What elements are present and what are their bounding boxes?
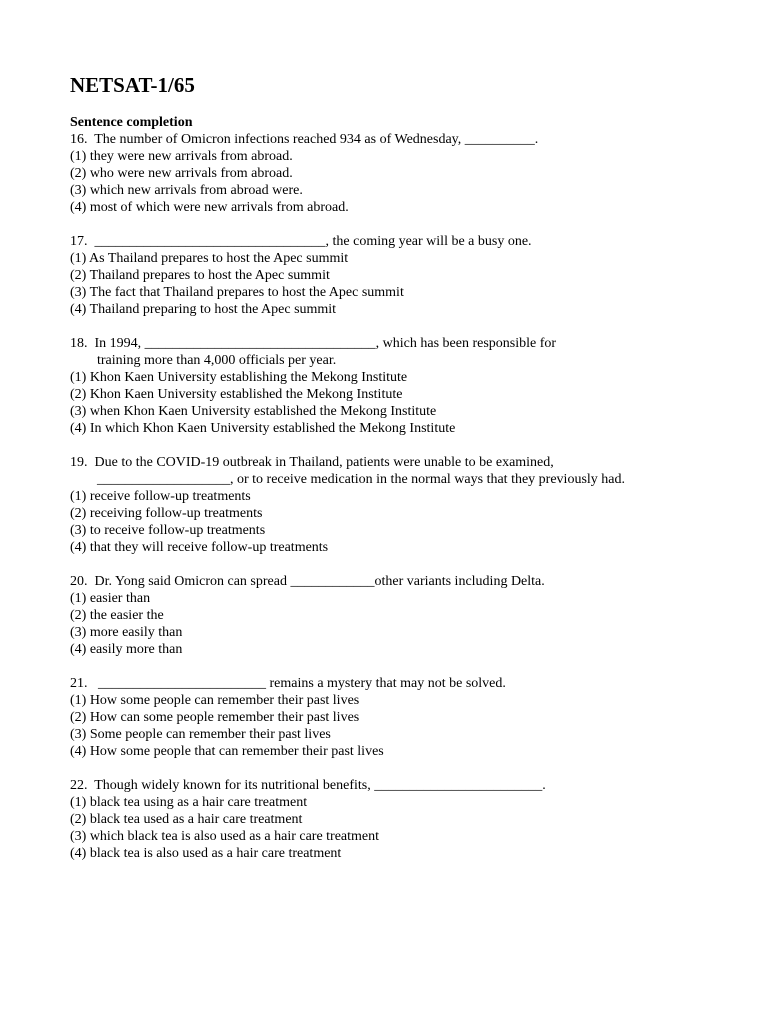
question-17 <box>70 233 730 318</box>
question-18 <box>70 335 730 437</box>
answer-option-2: (2) who were new arrivals from abroad. <box>70 166 293 181</box>
question-stem: 19. Due to the COVID-19 outbreak in Thailand, patients were unable to be examined, <box>70 455 554 470</box>
answer-option-1: (1) easier than <box>70 591 151 606</box>
answer-option-4: (4) How some people that can remember their past lives <box>70 744 384 759</box>
question-stem: 17. _________________________________, the coming year will be a busy one. <box>70 234 532 249</box>
question-stem: 21. ________________________ remains a mystery that may not be solved. <box>70 676 506 691</box>
answer-option-3: (3) Some people can remember their past lives <box>70 727 331 742</box>
question-stem: 22. Though widely known for its nutritional benefits, ________________________. <box>70 778 546 793</box>
answer-option-1: (1) black tea using as a hair care treatment <box>70 795 308 810</box>
question-22 <box>70 777 730 862</box>
question-stem: 16. The number of Omicron infections reached 934 as of Wednesday, __________. <box>70 132 539 147</box>
answer-option-4: (4) most of which were new arrivals from abroad. <box>70 200 349 215</box>
answer-option-2: (2) Thailand prepares to host the Apec summit <box>70 268 330 283</box>
answer-option-1: (1) Khon Kaen University establishing the Mekong Institute <box>70 370 408 385</box>
question-stem: 20. Dr. Yong said Omicron can spread ____________other variants including Delta. <box>70 574 545 589</box>
answer-option-1: (1) receive follow-up treatments <box>70 489 251 504</box>
answer-option-1: (1) they were new arrivals from abroad. <box>70 149 293 164</box>
document-page <box>70 72 730 879</box>
answer-option-3: (3) to receive follow-up treatments <box>70 523 266 538</box>
answer-option-2: (2) Khon Kaen University established the Mekong Institute <box>70 387 403 402</box>
answer-option-4: (4) easily more than <box>70 642 183 657</box>
answer-option-3: (3) more easily than <box>70 625 183 640</box>
answer-option-4: (4) In which Khon Kaen University established the Mekong Institute <box>70 421 456 436</box>
answer-option-3: (3) which new arrivals from abroad were. <box>70 183 303 198</box>
answer-option-2: (2) How can some people remember their past lives <box>70 710 360 725</box>
question-21 <box>70 675 730 760</box>
document-title: NETSAT-1/65 <box>70 73 195 97</box>
answer-option-3: (3) The fact that Thailand prepares to host the Apec summit <box>70 285 404 300</box>
question-20 <box>70 573 730 658</box>
answer-option-2: (2) black tea used as a hair care treatment <box>70 812 303 827</box>
question-19 <box>70 454 730 556</box>
answer-option-3: (3) which black tea is also used as a hair care treatment <box>70 829 380 844</box>
answer-option-2: (2) the easier the <box>70 608 164 623</box>
answer-option-1: (1) As Thailand prepares to host the Apec summit <box>70 251 349 266</box>
section-heading: Sentence completion <box>70 115 193 130</box>
answer-option-1: (1) How some people can remember their past lives <box>70 693 360 708</box>
question-16 <box>70 131 730 216</box>
answer-option-3: (3) when Khon Kaen University established the Mekong Institute <box>70 404 437 419</box>
question-stem-continuation: ___________________, or to receive medication in the normal ways that they previously had. <box>97 472 625 487</box>
question-stem-continuation: training more than 4,000 officials per year. <box>97 353 337 368</box>
answer-option-2: (2) receiving follow-up treatments <box>70 506 263 521</box>
question-stem: 18. In 1994, _________________________________, which has been responsible for <box>70 336 557 351</box>
answer-option-4: (4) Thailand preparing to host the Apec summit <box>70 302 337 317</box>
answer-option-4: (4) black tea is also used as a hair care treatment <box>70 846 342 861</box>
answer-option-4: (4) that they will receive follow-up treatments <box>70 540 329 555</box>
